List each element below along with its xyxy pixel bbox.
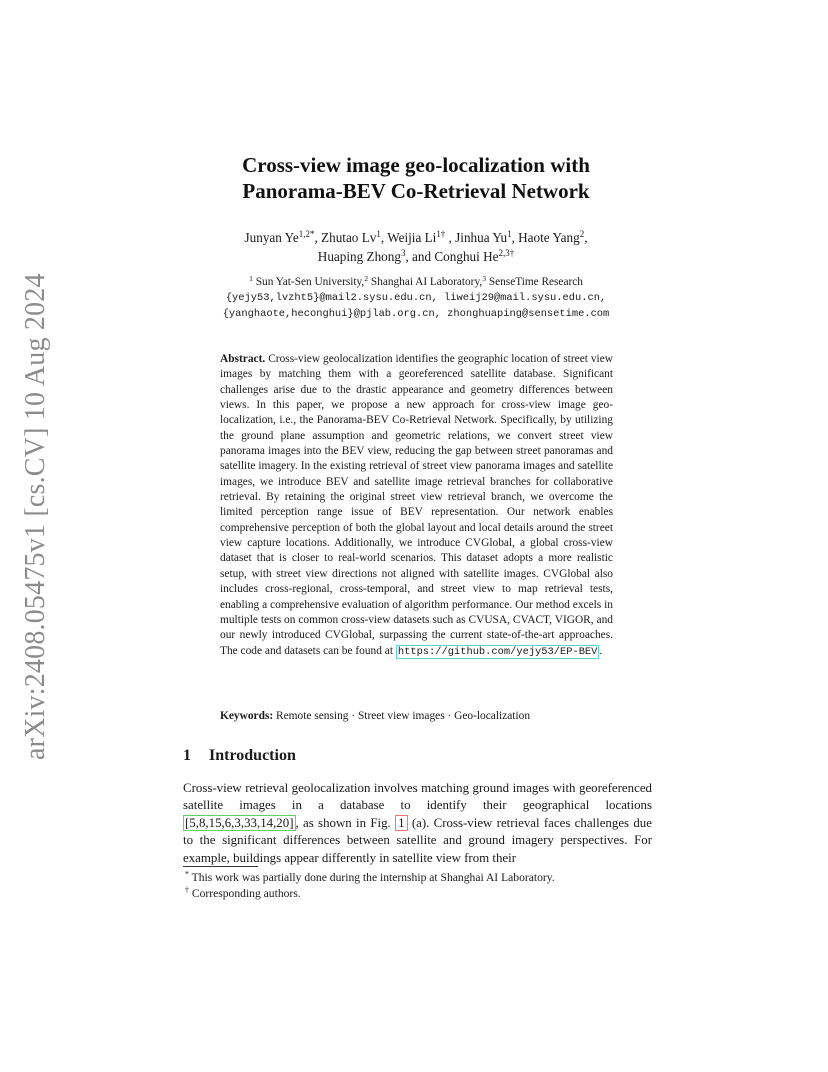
abstract-label: Abstract.: [220, 353, 266, 365]
figure-reference-link[interactable]: 1: [395, 815, 407, 831]
affiliations: [190, 274, 642, 322]
section-heading: [183, 747, 296, 765]
author-affiliation-mark: 2: [579, 229, 585, 240]
author-affiliation-mark: 1†: [436, 229, 446, 240]
footnote-mark: *: [185, 869, 189, 879]
footnote-mark: †: [185, 885, 189, 895]
arxiv-stamp-container: [14, 273, 58, 760]
abstract-end-punct: .: [599, 644, 603, 657]
footnote: [185, 886, 655, 902]
affiliation-name: Shanghai AI Laboratory,: [370, 276, 483, 288]
footnote-text: Corresponding authors.: [191, 887, 301, 900]
author-name: Huaping Zhong: [317, 249, 401, 264]
author-name: Conghui He: [434, 249, 499, 264]
paper-title: [160, 152, 672, 204]
section-number: 1: [183, 747, 191, 764]
intro-text: Cross-view retrieval geolocalization involves matching ground images with georeferenced satellite images in a database to identify their geographical locations: [183, 781, 652, 813]
keywords-text: Remote sensing · Street view images · Geo-localization: [276, 710, 531, 722]
abstract: [220, 352, 613, 660]
email-line-2: {yanghaote,heconghui}@pjlab.org.cn, zhonghuaping@sensetime.com: [222, 308, 610, 320]
author-affiliation-mark: 3: [400, 248, 406, 259]
footnote-text: This work was partially done during the internship at Shanghai AI Laboratory.: [191, 871, 555, 884]
intro-text: , as shown in Fig.: [295, 815, 391, 830]
author-list: Junyan $Ye^{1,2*}$, Zhutao Lv$^1$, Weijia $Li^{1\dagger}$ , Jinhua Yu$^1$, Haote Yang$^2$, Huaping Zhong$^3$, and Conghui $He^{2,3\dagger}$: [244, 229, 588, 264]
arxiv-identifier-stamp: arXiv:2408.05475v1 [cs.CV] 10 Aug 2024: [20, 273, 51, 760]
author-name: Zhutao Lv: [321, 230, 377, 245]
author-affiliation-mark: 1,2*: [298, 229, 315, 240]
author-affiliation-mark: 1: [507, 229, 512, 240]
author-name: Haote Yang: [518, 230, 580, 245]
affiliation-name: Sun Yat-Sen University,: [255, 276, 365, 288]
affiliation-mark: 1: [249, 273, 253, 283]
affiliation-mark: 3: [482, 273, 487, 283]
intro-paragraph: [183, 780, 652, 867]
affiliation-line: [190, 274, 642, 290]
author-name: Junyan Ye: [244, 230, 299, 245]
footnotes: [185, 870, 655, 902]
author-name: Weijia Li: [387, 230, 437, 245]
title-line-2: Panorama-BEV Co-Retrieval Network: [242, 179, 590, 203]
citation-link[interactable]: [5,8,15,6,3,33,14,20]: [185, 815, 294, 830]
section-title: Introduction: [209, 747, 296, 764]
footnote-divider: [183, 866, 258, 867]
code-repository-link[interactable]: https://github.com/yejy53/EP-BEV: [397, 645, 598, 658]
affiliation-name: SenseTime Research: [488, 276, 583, 288]
footnote: [185, 870, 655, 886]
author-name: Jinhua Yu: [455, 230, 508, 245]
abstract-text: Cross-view geolocalization identifies the geographic location of street view images by matching them with a georeferenced satellite database. Significant challenges arise due to the drastic appearance and geometry differences between views. In this paper, we propose a new approach for cross-view image geo-localization, i.e., the Panorama-BEV Co-Retrieval Network. Specifically, by utilizing the ground plane assumption and geometric relations, we convert street view panorama images into the BEV view, reducing the gap between street panoramas and satellite imagery. In the existing retrieval of street view panorama images and satellite images, we introduce BEV and satellite image retrieval branches for collaborative retrieval. By retaining the original street view retrieval branch, we overcome the limited perception range issue of BEV representation. Our network enables comprehensive perception of both the global layout and local details around the street view capture locations. Additionally, we introduce CVGlobal, a global cross-view dataset that is closer to real-world scenarios. This dataset adopts a more realistic setup, with street view directions not aligned with satellite images. CVGlobal also includes cross-regional, cross-temporal, and street view to map retrieval tests, enabling a comprehensive evaluation of algorithm performance. Our method excels in multiple tests on common cross-view datasets such as CVUSA, CVACT, VIGOR, and our newly introduced CVGlobal, surpassing the current state-of-the-art approaches. The code and datasets can be found at: [220, 353, 613, 657]
author-affiliation-mark: 2,3†: [498, 248, 515, 259]
title-line-1: Cross-view image geo-localization with: [242, 153, 590, 177]
keywords-label: Keywords:: [220, 710, 274, 722]
intro-text: (a). Cross-view retrieval faces challenges due to the significant differences between satellite and ground imagery perspectives. For example, buildings appear differently in satellite view from their: [183, 815, 652, 865]
affiliation-mark: 2: [364, 273, 369, 283]
email-line-1: {yejy53,lvzht5}@mail2.sysu.edu.cn, liweij29@mail.sysu.edu.cn,: [225, 292, 607, 304]
author-affiliation-mark: 1: [376, 229, 381, 240]
keywords: [220, 709, 613, 724]
